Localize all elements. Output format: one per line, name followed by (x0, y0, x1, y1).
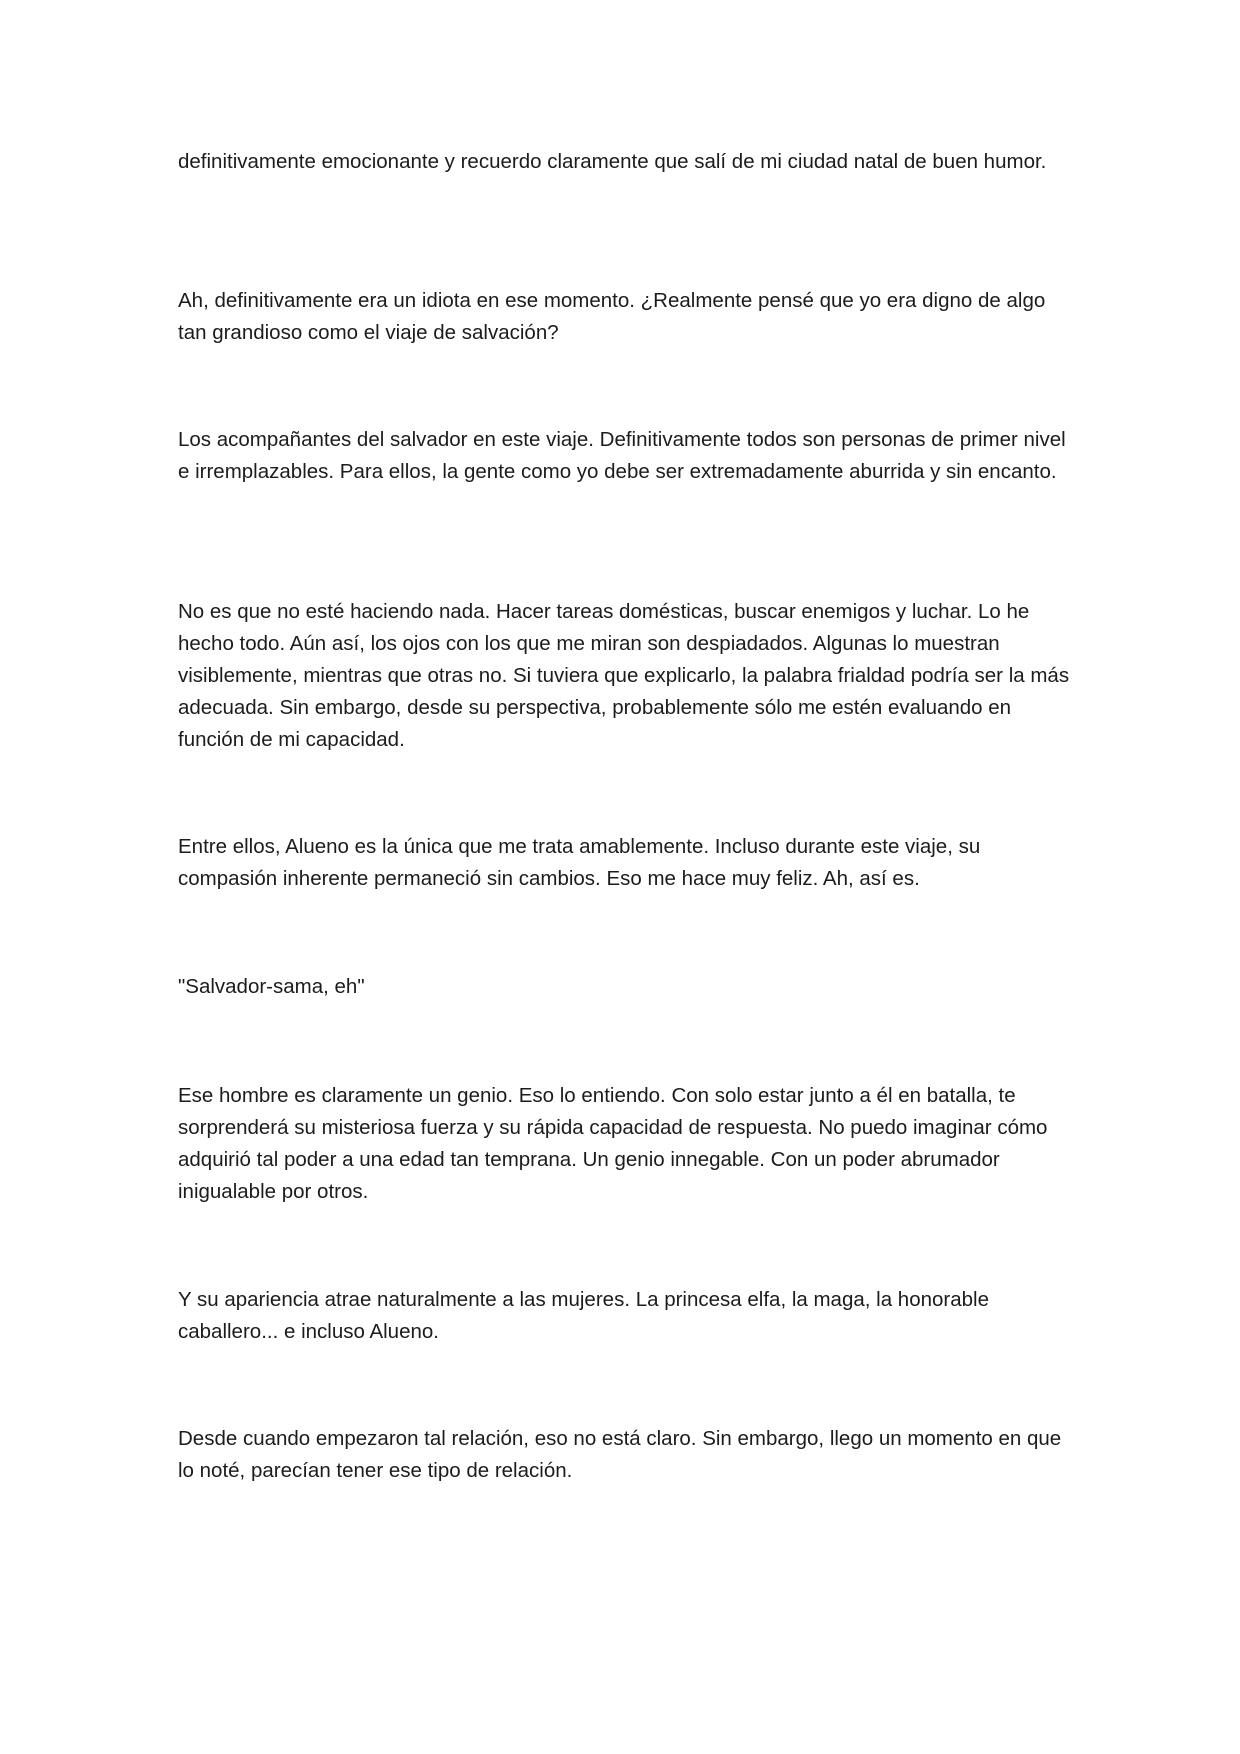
paragraph: Los acompañantes del salvador en este viaje. Definitivamente todos son personas de primer nivel e irremplazables. Para ellos, la gente como yo debe ser extremadamente aburrida y sin encanto. (178, 428, 1066, 483)
paragraph: Ah, definitivamente era un idiota en ese momento. ¿Realmente pensé que yo era digno de algo tan grandioso como el viaje de salvación? (178, 289, 1046, 344)
paragraph: Y su apariencia atrae naturalmente a las mujeres. La princesa elfa, la maga, la honorable caballero... e incluso Alueno. (178, 1288, 989, 1343)
dialogue-line: "Salvador-sama, eh" (178, 975, 365, 998)
paragraph: Desde cuando empezaron tal relación, eso no está claro. Sin embargo, llego un momento en que lo noté, parecían tener ese tipo de relación. (178, 1427, 1062, 1482)
paragraph: No es que no esté haciendo nada. Hacer tareas domésticas, buscar enemigos y luchar. Lo he hecho todo. Aún así, los ojos con los que me miran son despiadados. Algunas lo muestran visiblemente, mientras que otras no. Si tuviera que explicarlo, la palabra frialdad podría ser la más adecuada. Sin embargo, desde su perspectiva, probablemente sólo me estén evaluando en función de mi capacidad. (178, 600, 1070, 751)
paragraph: definitivamente emocionante y recuerdo claramente que salí de mi ciudad natal de buen humor. (178, 150, 1047, 173)
paragraph: Ese hombre es claramente un genio. Eso lo entiendo. Con solo estar junto a él en batalla, te sorprenderá su misteriosa fuerza y su rápida capacidad de respuesta. No puedo imaginar cómo adquirió tal poder a una edad tan temprana. Un genio innegable. Con un poder abrumador inigualable por otros. (178, 1084, 1048, 1203)
paragraph: Entre ellos, Alueno es la única que me trata amablemente. Incluso durante este viaje, su compasión inherente permaneció sin cambios. Eso me hace muy feliz. Ah, así es. (178, 835, 981, 890)
